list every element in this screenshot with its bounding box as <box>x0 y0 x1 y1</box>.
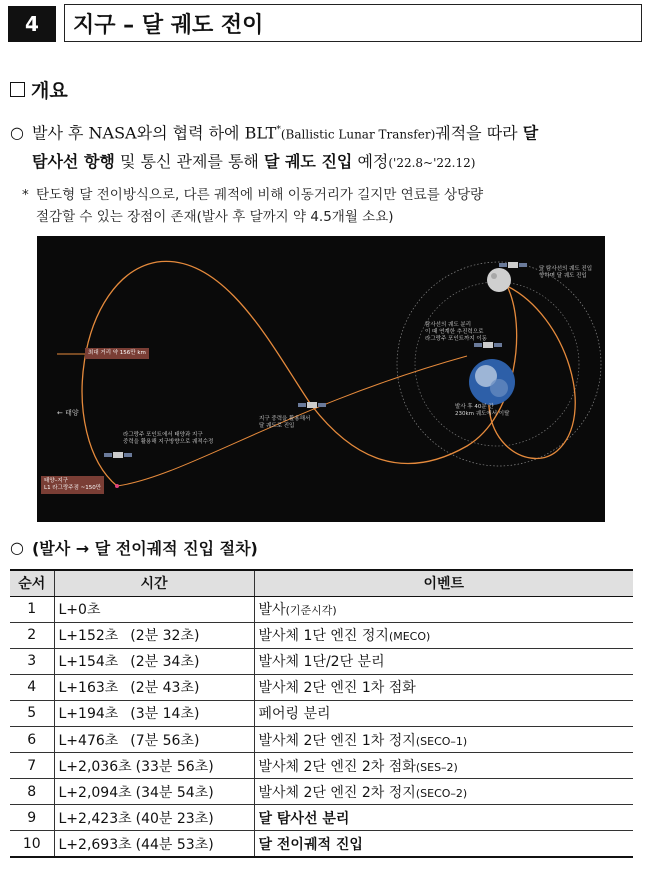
time-duration: (2분 32초) <box>130 628 200 645</box>
trajectory-svg <box>37 236 605 522</box>
event-text: 페어링 분리 <box>258 706 331 723</box>
time-value: L+2,423초 <box>58 810 132 827</box>
cell-order: 7 <box>10 753 54 779</box>
table-row <box>10 674 633 700</box>
cell-order: 10 <box>10 831 54 857</box>
overview-heading: 개요 <box>31 80 68 102</box>
time-duration: (33분 56초) <box>135 758 214 775</box>
cell-event <box>254 648 633 674</box>
procedure-heading: (발사 → 달 전이궤적 진입 절차) <box>31 539 258 558</box>
event-text: 발사 <box>258 602 286 619</box>
circle-bullet-icon: ○ <box>10 123 24 143</box>
cell-order: 5 <box>10 700 54 726</box>
para-text-c: 궤적을 따라 <box>435 123 518 143</box>
label-sun: ← 태양 <box>57 409 79 417</box>
cell-order: 9 <box>10 805 54 831</box>
cell-event <box>254 831 633 857</box>
event-subtext: (SES–2) <box>415 760 458 774</box>
event-text: 달 탐사선 분리 <box>258 810 350 827</box>
event-text: 발사체 2단 엔진 2차 정지 <box>258 784 416 801</box>
cell-time <box>54 753 254 779</box>
cell-time <box>54 622 254 648</box>
moon-icon <box>487 268 511 292</box>
time-value: L+2,036초 <box>58 758 132 775</box>
col-header-event: 이벤트 <box>254 570 633 596</box>
para-text-d: 및 통신 관제를 통해 <box>114 152 264 172</box>
cell-time <box>54 805 254 831</box>
time-value: L+2,693초 <box>58 836 132 853</box>
label-moon: 달 탐사선의 궤도 진입 향하며 달 궤도 진입 <box>539 266 593 279</box>
cell-event <box>254 596 633 622</box>
cell-event <box>254 805 633 831</box>
cell-time <box>54 779 254 805</box>
cell-event <box>254 753 633 779</box>
table-row <box>10 779 633 805</box>
section-number: 4 <box>8 6 56 42</box>
time-duration: (3분 14초) <box>130 706 200 723</box>
time-duration: (2분 34초) <box>130 654 200 671</box>
procedure-table <box>10 569 633 858</box>
cell-time <box>54 648 254 674</box>
time-value: L+152초 <box>58 628 119 645</box>
cell-order: 1 <box>10 596 54 622</box>
table-row <box>10 596 633 622</box>
table-header-row <box>10 570 633 596</box>
col-header-time: 시간 <box>54 570 254 596</box>
time-value: L+0초 <box>58 602 101 619</box>
event-subtext: (MECO) <box>388 630 431 644</box>
table-row <box>10 622 633 648</box>
trajectory-diagram <box>37 236 605 522</box>
event-subtext: (SECO–2) <box>415 786 468 800</box>
cell-event <box>254 726 633 752</box>
time-duration: (7분 56초) <box>130 732 200 749</box>
max-distance-box: 최대 거리 약 156만 km <box>85 348 149 359</box>
cell-order: 6 <box>10 726 54 752</box>
trajectory-path-1 <box>82 261 517 486</box>
table-row <box>10 726 633 752</box>
cell-order: 2 <box>10 622 54 648</box>
square-bullet-icon <box>10 82 25 97</box>
cell-time <box>54 674 254 700</box>
cell-time <box>54 596 254 622</box>
para-text-b: (Ballistic Lunar Transfer) <box>280 127 436 142</box>
satellite-icon-3 <box>298 402 326 408</box>
time-value: L+154초 <box>58 654 119 671</box>
event-text: 발사체 1단/2단 분리 <box>258 654 385 671</box>
event-text: 달 전이궤적 진입 <box>258 836 363 853</box>
cell-event <box>254 700 633 726</box>
cell-event <box>254 674 633 700</box>
footnote <box>22 184 647 228</box>
para-period: ('22.8~'22.12) <box>388 156 476 171</box>
label-center: 지구 중력을 활용해서 달 궤도로 진입 <box>259 416 311 429</box>
cell-event <box>254 779 633 805</box>
label-separation: 탐사선의 궤도 분리 이 때 연계한 추진력으로 라그랑주 포인트까지 이동 <box>425 322 487 342</box>
footnote-mark: * <box>22 187 29 203</box>
event-subtext: (기준시각) <box>285 604 337 618</box>
time-value: L+476초 <box>58 732 119 749</box>
time-duration: (44분 53초) <box>135 836 214 853</box>
cell-order: 8 <box>10 779 54 805</box>
cell-order: 4 <box>10 674 54 700</box>
procedure-heading-row <box>10 536 258 559</box>
time-duration: (2분 43초) <box>130 680 200 697</box>
time-duration: (40분 23초) <box>135 810 214 827</box>
footnote-line-1: 탄도형 달 전이방식으로, 다른 궤적에 비해 이동거리가 길지만 연료를 상당량 <box>36 187 484 203</box>
para-bold-1: 탐사선 항행 <box>32 152 115 172</box>
table-row <box>10 648 633 674</box>
para-footnote-mark: * <box>276 125 281 135</box>
para-text-a: 발사 후 NASA와의 협력 하에 BLT <box>32 123 277 143</box>
table-row <box>10 753 633 779</box>
table-row <box>10 700 633 726</box>
cell-time <box>54 726 254 752</box>
overview-heading-row <box>10 76 68 103</box>
label-lagrange: 라그랑주 포인트에서 태양과 지구 중력을 활용해 지구방향으로 궤적수정 <box>123 432 214 445</box>
event-text: 발사체 1단 엔진 정지 <box>258 628 389 645</box>
event-text: 발사체 2단 엔진 1차 정지 <box>258 732 416 749</box>
event-text: 발사체 2단 엔진 2차 점화 <box>258 758 416 775</box>
overview-paragraph: ○ 발사 후 NASA와의 협력 하에 BLT*(Ballistic Lunar Transfer)궤적을 따라 달 탐사선 항행 및 통신 관제를 통해 달 궤도 진입 예정('22.8~'22.12) <box>10 116 645 177</box>
footnote-line-2: 절감할 수 있는 장점이 존재(발사 후 달까지 약 4.5개월 소요) <box>36 209 394 225</box>
cell-order: 3 <box>10 648 54 674</box>
satellite-icon-4 <box>104 452 132 458</box>
satellite-icon-1 <box>499 262 527 268</box>
l1-point-marker <box>115 484 119 488</box>
event-text: 발사체 2단 엔진 1차 점화 <box>258 680 416 697</box>
para-bold-2: 달 궤도 진입 <box>263 152 353 172</box>
table-row <box>10 805 633 831</box>
cell-time <box>54 831 254 857</box>
cell-event <box>254 622 633 648</box>
circle-bullet-icon: ○ <box>10 538 24 557</box>
table-row <box>10 831 633 857</box>
l1-box: 태양–지구 L1 라그랑주점 ~150만 <box>41 476 104 494</box>
label-earth: 발사 후 40분 간 230km 궤도에서 이탈 <box>455 404 510 417</box>
time-duration: (34분 54초) <box>135 784 214 801</box>
cell-time <box>54 700 254 726</box>
section-title: 지구 – 달 궤도 전이 <box>64 4 642 42</box>
time-value: L+194초 <box>58 706 119 723</box>
time-value: L+163초 <box>58 680 119 697</box>
time-value: L+2,094초 <box>58 784 132 801</box>
col-header-order: 순서 <box>10 570 54 596</box>
event-subtext: (SECO–1) <box>415 734 468 748</box>
para-text-e: 예정 <box>352 152 389 172</box>
